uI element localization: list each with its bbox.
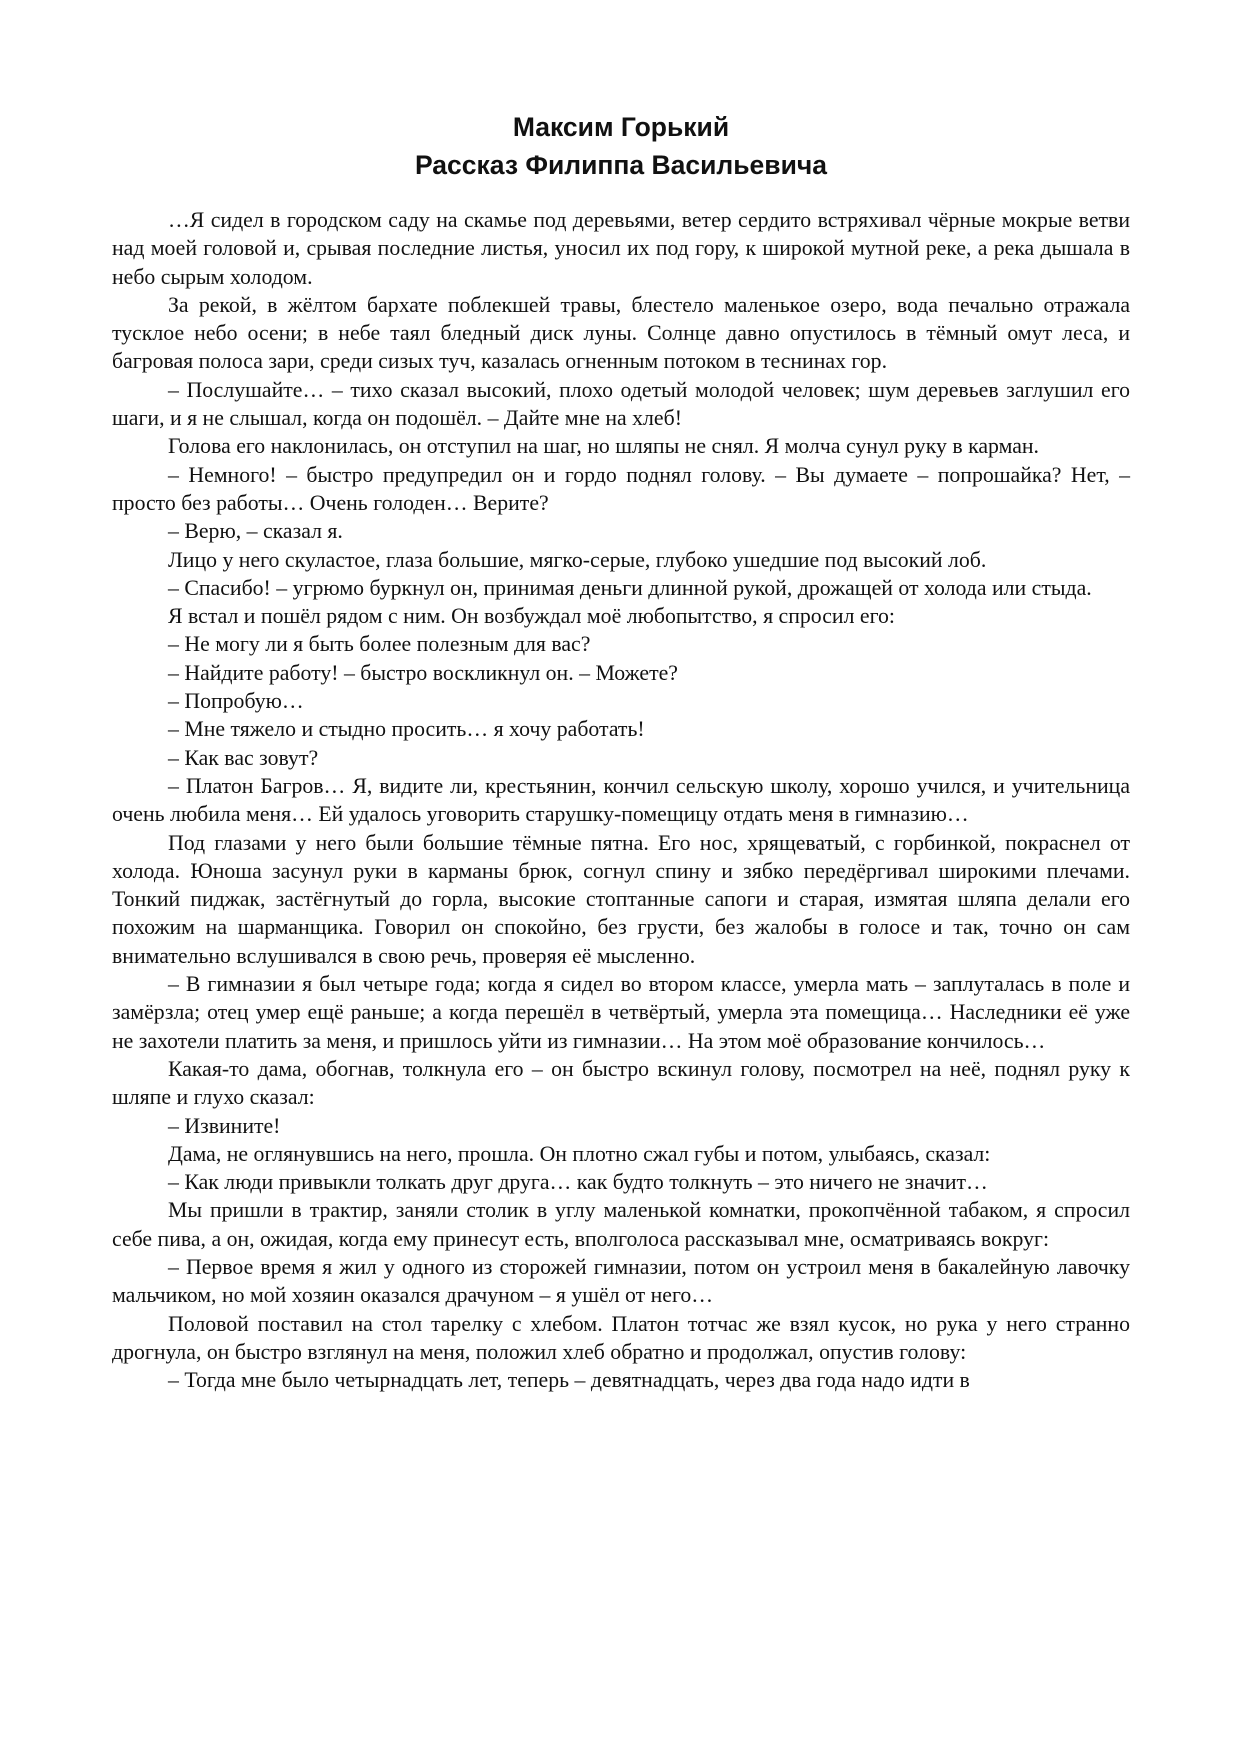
author-name: Максим Горький <box>512 112 730 142</box>
paragraph: – Верю, – сказал я. <box>168 519 343 544</box>
document-page <box>112 108 1130 1394</box>
paragraph: За рекой, в жёлтом бархате поблекшей травы, блестело маленькое озеро, вода печально отражала тусклое небо осени; в небе таял бледный диск луны. Солнце давно опустилось в тёмный омут леса, и багровая полоса зари, среди сизых туч, казалась огненным потоком в теснинах гор. <box>112 292 1130 374</box>
paragraph: Голова его наклонилась, он отступил на шаг, но шляпы не снял. Я молча сунул руку в карман. <box>168 434 1040 459</box>
document-header <box>112 108 1130 184</box>
paragraph: Половой поставил на стол тарелку с хлебом. Платон тотчас же взял кусок, но рука у него странно дрогнула, он быстро взглянул на меня, положил хлеб обратно и продолжал, опустив голову: <box>112 1311 1130 1364</box>
paragraph: – Как вас зовут? <box>168 745 319 770</box>
paragraph: – Послушайте… – тихо сказал высокий, плохо одетый молодой человек; шум деревьев заглушил его шаги, и я не слышал, когда он подошёл. – Дайте мне на хлеб! <box>112 377 1130 431</box>
paragraph: – Не могу ли я быть более полезным для вас? <box>168 632 591 657</box>
paragraph: …Я сидел в городском саду на скамье под деревьями, ветер сердито встряхивал чёрные мокрые ветви над моей головой и, срывая последние листья, уносил их под гору, к широкой мутной реке, а река дышала в небо сырым холодом. <box>112 208 1130 289</box>
paragraph: – Мне тяжело и стыдно просить… я хочу работать! <box>168 717 645 742</box>
paragraph: – Первое время я жил у одного из сторожей гимназии, потом он устроил меня в бакалейную лавочку мальчиком, но мой хозяин оказался драчуном – я ушёл от него… <box>112 1254 1130 1308</box>
paragraph: – Спасибо! – угрюмо буркнул он, принимая деньги длинной рукой, дрожащей от холода или стыда. <box>168 575 1092 600</box>
paragraph: – Немного! – быстро предупредил он и гордо поднял голову. – Вы думаете – попрошайка? Нет, – просто без работы… Очень голоден… Верите? <box>112 462 1130 515</box>
paragraph: – Извините! <box>168 1113 281 1138</box>
paragraph: – В гимназии я был четыре года; когда я сидел во втором классе, умерла мать – заплуталась в поле и замёрзла; отец умер ещё раньше; а когда перешёл в четвёртый, умерла эта помещица… Наследники её уже не захотели платить за меня, и пришлось уйти из гимназии… На этом моё образование кончилось… <box>112 972 1130 1053</box>
paragraph: – Попробую… <box>168 689 304 714</box>
paragraph: Дама, не оглянувшись на него, прошла. Он плотно сжал губы и потом, улыбаясь, сказал: <box>168 1141 991 1166</box>
paragraph: Под глазами у него были большие тёмные пятна. Его нос, хрящеватый, с горбинкой, покраснел от холода. Юноша засунул руки в карманы брюк, согнул спину и зябко передёргивал широкими плечами. Тонкий пиджак, застёгнутый до горла, высокие стоптанные сапоги и старая, измятая шляпа делали его похожим на шарманщика. Говорил он спокойно, без грусти, без жалобы в голосе и так, точно он сам внимательно вслушивался в свою речь, проверяя её мысленно. <box>112 830 1130 968</box>
story-title: Рассказ Филиппа Васильевича <box>414 150 828 180</box>
paragraph: – Тогда мне было четырнадцать лет, теперь – девятнадцать, через два года надо идти в <box>168 1368 970 1393</box>
paragraph: Лицо у него скуластое, глаза большие, мягко-серые, глубоко ушедшие под высокий лоб. <box>168 547 987 572</box>
paragraph: – Найдите работу! – быстро воскликнул он. – Можете? <box>168 660 678 685</box>
paragraph: – Платон Багров… Я, видите ли, крестьянин, кончил сельскую школу, хорошо учился, и учительница очень любила меня… Ей удалось уговорить старушку-помещицу отдать меня в гимназию… <box>112 773 1130 827</box>
story-body <box>112 206 1130 1394</box>
paragraph: Я встал и пошёл рядом с ним. Он возбуждал моё любопытство, я спросил его: <box>168 604 895 629</box>
paragraph: Мы пришли в трактир, заняли столик в углу маленькой комнатки, прокопчённой табаком, я спросил себе пива, а он, ожидая, когда ему принесут есть, вполголоса рассказывал мне, осматриваясь вокруг: <box>112 1198 1130 1251</box>
paragraph: Какая-то дама, обогнав, толкнула его – он быстро вскинул голову, посмотрел на неё, поднял руку к шляпе и глухо сказал: <box>112 1056 1130 1110</box>
paragraph: – Как люди привыкли толкать друг друга… как будто толкнуть – это ничего не значит… <box>168 1170 988 1195</box>
